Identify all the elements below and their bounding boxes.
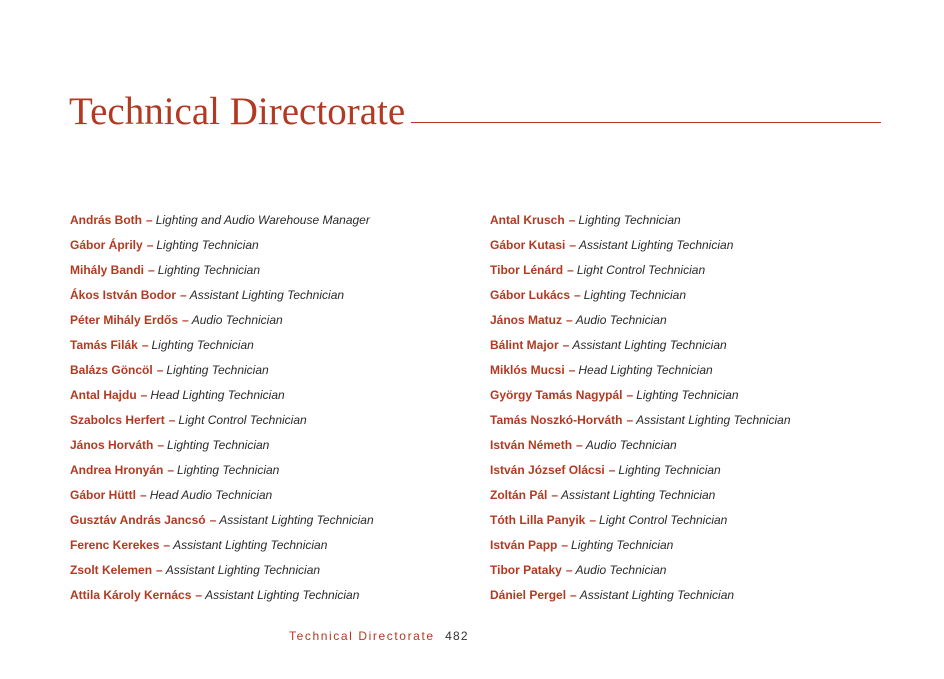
- staff-name: András Both: [70, 213, 142, 227]
- staff-entry: [490, 484, 910, 509]
- staff-list-right: [490, 209, 910, 609]
- separator-dash: –: [146, 238, 154, 252]
- staff-entry: [70, 234, 470, 259]
- separator-dash: –: [140, 488, 147, 502]
- staff-entry: [490, 309, 910, 334]
- staff-name: Gábor Hüttl: [70, 488, 136, 502]
- staff-name: Tamás Filák: [70, 338, 138, 352]
- staff-entry: [70, 484, 470, 509]
- staff-role: Lighting Technician: [571, 538, 674, 552]
- staff-role: Light Control Technician: [576, 263, 706, 277]
- staff-entry: [70, 334, 470, 359]
- staff-name: Ákos István Bodor: [70, 288, 177, 302]
- staff-entry: [70, 384, 470, 409]
- staff-entry: [70, 584, 470, 609]
- staff-name: Péter Mihály Erdős: [70, 313, 179, 327]
- staff-role: Head Lighting Technician: [150, 388, 285, 402]
- staff-name: Tamás Noszkó-Horváth: [490, 413, 623, 427]
- separator-dash: –: [608, 463, 616, 477]
- footer: [289, 626, 469, 646]
- staff-role: Assistant Lighting Technician: [636, 413, 791, 427]
- separator-dash: –: [209, 513, 217, 527]
- separator-dash: –: [551, 488, 559, 502]
- staff-name: Attila Károly Kernács: [70, 588, 192, 602]
- staff-name: István Papp: [490, 538, 558, 552]
- staff-role: Audio Technician: [585, 438, 677, 452]
- staff-role: Assistant Lighting Technician: [173, 538, 328, 552]
- separator-dash: –: [569, 238, 577, 252]
- separator-dash: –: [182, 313, 189, 327]
- staff-name: György Tamás Nagypál: [490, 388, 623, 402]
- separator-dash: –: [566, 313, 573, 327]
- staff-role: Lighting Technician: [618, 463, 721, 477]
- staff-name: Antal Hajdu: [70, 388, 137, 402]
- staff-name: Miklós Mucsi: [490, 363, 565, 377]
- staff-name: Antal Krusch: [490, 213, 565, 227]
- separator-dash: –: [156, 363, 164, 377]
- staff-name: Andrea Hronyán: [70, 463, 164, 477]
- staff-role: Audio Technician: [575, 313, 667, 327]
- staff-name: Dániel Pergel: [490, 588, 567, 602]
- staff-entry: [490, 509, 910, 534]
- separator-dash: –: [146, 213, 153, 227]
- staff-role: Assistant Lighting Technician: [561, 488, 716, 502]
- staff-entry: [490, 359, 910, 384]
- staff-entry: [490, 409, 910, 434]
- staff-entry: [70, 259, 470, 284]
- title-row: [69, 88, 881, 136]
- staff-entry: [70, 534, 470, 559]
- staff-role: Lighting Technician: [636, 388, 739, 402]
- staff-role: Lighting Technician: [157, 263, 261, 277]
- staff-name: Mihály Bandi: [70, 263, 145, 277]
- staff-role: Head Audio Technician: [149, 488, 273, 502]
- staff-name: Gábor Kutasi: [490, 238, 566, 252]
- separator-dash: –: [163, 538, 171, 552]
- staff-name: János Horváth: [70, 438, 154, 452]
- staff-role: Audio Technician: [575, 563, 667, 577]
- staff-entry: [490, 434, 910, 459]
- staff-role: Assistant Lighting Technician: [165, 563, 321, 577]
- staff-role: Lighting Technician: [583, 288, 687, 302]
- staff-entry: [70, 434, 470, 459]
- staff-name: Zoltán Pál: [490, 488, 548, 502]
- staff-name: Ferenc Kerekes: [70, 538, 160, 552]
- separator-dash: –: [168, 413, 176, 427]
- separator-dash: –: [561, 538, 569, 552]
- separator-dash: –: [626, 388, 634, 402]
- staff-entry: [70, 559, 470, 584]
- separator-dash: –: [565, 563, 573, 577]
- staff-entry: [490, 459, 910, 484]
- staff-entry: [70, 359, 470, 384]
- separator-dash: –: [141, 338, 149, 352]
- separator-dash: –: [570, 588, 577, 602]
- separator-dash: –: [626, 413, 634, 427]
- staff-name: Szabolcs Herfert: [70, 413, 165, 427]
- staff-role: Assistant Lighting Technician: [579, 238, 734, 252]
- page-title: Technical Directorate: [69, 90, 406, 133]
- separator-dash: –: [148, 263, 155, 277]
- staff-entry: [490, 234, 910, 259]
- staff-entry: [490, 334, 910, 359]
- staff-name: Tibor Lénárd: [490, 263, 564, 277]
- separator-dash: –: [589, 513, 597, 527]
- staff-name: Bálint Major: [490, 338, 559, 352]
- staff-entry: [70, 509, 470, 534]
- separator-dash: –: [157, 438, 165, 452]
- separator-dash: –: [568, 363, 576, 377]
- staff-entry: [70, 309, 470, 334]
- staff-name: Gábor Lukács: [490, 288, 571, 302]
- staff-name: Tibor Pataky: [490, 563, 562, 577]
- title-rule: [411, 122, 881, 123]
- staff-name: Gusztáv András Jancsó: [70, 513, 206, 527]
- staff-name: Balázs Göncöl: [70, 363, 153, 377]
- staff-entry: [490, 284, 910, 309]
- page-number: 482: [445, 629, 469, 643]
- staff-role: Assistant Lighting Technician: [572, 338, 727, 352]
- separator-dash: –: [567, 263, 574, 277]
- separator-dash: –: [576, 438, 583, 452]
- staff-name: Zsolt Kelemen: [70, 563, 153, 577]
- separator-dash: –: [180, 288, 187, 302]
- staff-entry: [70, 409, 470, 434]
- footer-section-label: Technical Directorate: [289, 629, 435, 643]
- staff-role: Lighting Technician: [166, 363, 269, 377]
- separator-dash: –: [167, 463, 175, 477]
- separator-dash: –: [568, 213, 576, 227]
- staff-role: Light Control Technician: [178, 413, 307, 427]
- staff-entry: [490, 384, 910, 409]
- staff-name: István József Olácsi: [490, 463, 605, 477]
- staff-entry: [490, 559, 910, 584]
- staff-role: Lighting and Audio Warehouse Manager: [155, 213, 370, 227]
- staff-role: Head Lighting Technician: [578, 363, 713, 377]
- staff-role: Audio Technician: [191, 313, 283, 327]
- staff-entry: [490, 534, 910, 559]
- staff-entry: [70, 459, 470, 484]
- separator-dash: –: [156, 563, 163, 577]
- staff-name: István Németh: [490, 438, 573, 452]
- staff-role: Lighting Technician: [151, 338, 254, 352]
- staff-entry: [490, 259, 910, 284]
- staff-role: Assistant Lighting Technician: [219, 513, 374, 527]
- separator-dash: –: [562, 338, 570, 352]
- staff-role: Assistant Lighting Technician: [189, 288, 345, 302]
- staff-entry: [70, 284, 470, 309]
- staff-name: Gábor Áprily: [70, 238, 143, 252]
- staff-entry: [70, 209, 470, 234]
- staff-role: Lighting Technician: [156, 238, 259, 252]
- staff-name: János Matuz: [490, 313, 563, 327]
- staff-name: Tóth Lilla Panyik: [490, 513, 586, 527]
- staff-role: Assistant Lighting Technician: [205, 588, 360, 602]
- staff-entry: [490, 584, 910, 609]
- staff-list-left: [70, 209, 470, 609]
- staff-role: Lighting Technician: [177, 463, 280, 477]
- staff-entry: [490, 209, 910, 234]
- staff-role: Assistant Lighting Technician: [579, 588, 735, 602]
- staff-role: Lighting Technician: [578, 213, 681, 227]
- staff-role: Lighting Technician: [167, 438, 270, 452]
- staff-role: Light Control Technician: [599, 513, 728, 527]
- separator-dash: –: [574, 288, 581, 302]
- separator-dash: –: [140, 388, 148, 402]
- separator-dash: –: [195, 588, 203, 602]
